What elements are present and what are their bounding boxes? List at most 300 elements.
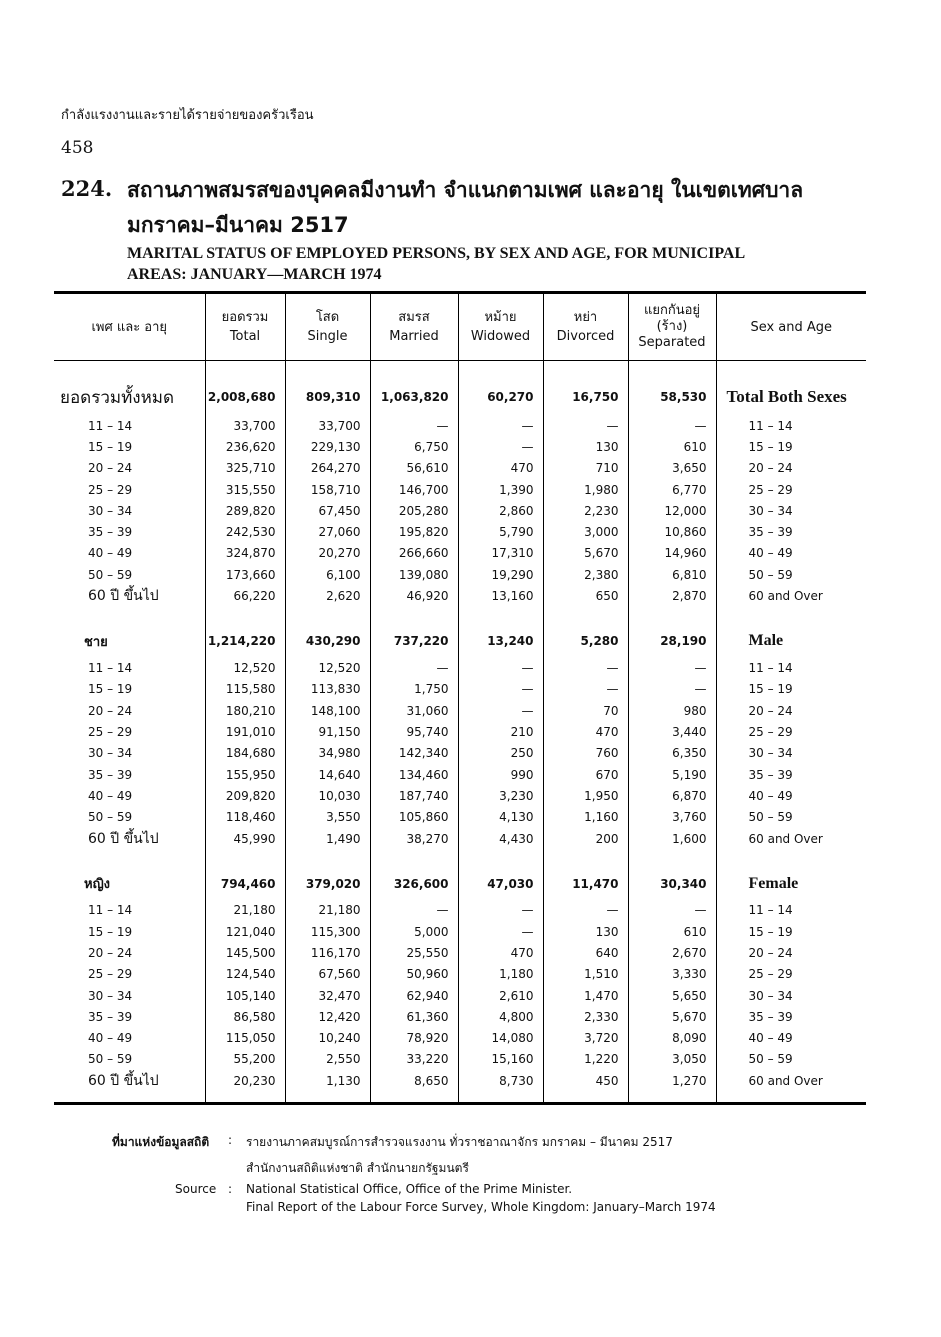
married-value: 5,000 — [370, 921, 458, 942]
married-value: 6,750 — [370, 436, 458, 457]
spacer-cell — [285, 361, 370, 380]
divorced-value: 5,670 — [543, 543, 628, 564]
separated-value: 10,860 — [628, 521, 716, 542]
divorced-value: — — [543, 900, 628, 921]
separated-value: — — [628, 415, 716, 436]
spacer-cell — [628, 850, 716, 868]
single-value: 158,710 — [285, 479, 370, 500]
single-value: 10,030 — [285, 785, 370, 806]
married-value: — — [370, 900, 458, 921]
table-row — [54, 1006, 866, 1027]
table-row — [54, 900, 866, 921]
widowed-value: 470 — [458, 458, 543, 479]
running-head: กำลังแรงงานและรายได้รายจ่ายของครัวเรือน — [61, 108, 314, 123]
section-separated-value: 58,530 — [628, 379, 716, 415]
table-row — [54, 1049, 866, 1070]
age-group-thai: 30 – 34 — [88, 503, 133, 518]
spacer-cell — [716, 1092, 866, 1104]
total-value: 315,550 — [205, 479, 285, 500]
age-group-en: 15 – 19 — [716, 921, 866, 942]
separated-value: 610 — [628, 921, 716, 942]
single-value: 21,180 — [285, 900, 370, 921]
table-row — [54, 743, 866, 764]
table-row — [54, 806, 866, 827]
age-group-en: 40 – 49 — [716, 785, 866, 806]
age-group-thai: 30 – 34 — [88, 988, 133, 1003]
divorced-value: 2,330 — [543, 1006, 628, 1027]
table-row — [54, 585, 866, 607]
divorced-value: 2,230 — [543, 500, 628, 521]
spacer-row — [54, 850, 866, 868]
table-row — [54, 985, 866, 1006]
age-group-en: 30 – 34 — [716, 743, 866, 764]
column-header-married — [370, 293, 458, 361]
age-group-en: 15 – 19 — [716, 679, 866, 700]
source-en-line1: National Statistical Office, Office of the Prime Minister. — [246, 1182, 573, 1196]
separated-value: 6,770 — [628, 479, 716, 500]
age-group-thai: 60 ปี ขึ้นไป — [88, 588, 159, 605]
header-widowed-en: Widowed — [470, 329, 531, 344]
table-row — [54, 828, 866, 850]
age-group-en: 25 – 29 — [716, 721, 866, 742]
spacer-cell — [543, 1092, 628, 1104]
age-group-en: 60 and Over — [716, 585, 866, 607]
widowed-value: 2,860 — [458, 500, 543, 521]
separated-value: 6,810 — [628, 564, 716, 585]
table-title-english-line2: AREAS: JANUARY—MARCH 1974 — [127, 266, 382, 283]
age-group-en: 11 – 14 — [716, 657, 866, 678]
divorced-value: 1,950 — [543, 785, 628, 806]
table-row — [54, 415, 866, 436]
table-title-english-line1: MARITAL STATUS OF EMPLOYED PERSONS, BY SEX AND AGE, FOR MUNICIPAL — [127, 245, 746, 262]
spacer-row — [54, 607, 866, 625]
column-header-single — [285, 293, 370, 361]
separated-value: — — [628, 657, 716, 678]
source-thai-line1: รายงานภาคสมบูรณ์การสำรวจแรงงาน ทั่วราชอาณาจักร มกราคม – มีนาคม 2517 — [246, 1135, 673, 1149]
table-row — [54, 700, 866, 721]
section-single-value: 809,310 — [285, 379, 370, 415]
age-group-thai: 20 – 24 — [88, 945, 133, 960]
separated-value: 1,600 — [628, 828, 716, 850]
single-value: 12,420 — [285, 1006, 370, 1027]
page-number: 458 — [61, 138, 94, 158]
single-value: 27,060 — [285, 521, 370, 542]
widowed-value: 13,160 — [458, 585, 543, 607]
section-label-en: Female — [716, 868, 866, 900]
source-en-line2: Final Report of the Labour Force Survey, Whole Kingdom: January–March 1974 — [246, 1200, 716, 1214]
age-group-en: 20 – 24 — [716, 942, 866, 963]
age-group-en: 50 – 59 — [716, 1049, 866, 1070]
section-separated-value: 30,340 — [628, 868, 716, 900]
separated-value: 2,870 — [628, 585, 716, 607]
section-label-thai: ยอดรวมทั้งหมด — [60, 387, 175, 408]
spacer-cell — [205, 850, 285, 868]
single-value: 116,170 — [285, 942, 370, 963]
header-single-en: Single — [307, 329, 348, 344]
header-total-thai: ยอดรวม — [221, 310, 269, 325]
single-value: 33,700 — [285, 415, 370, 436]
married-value: 61,360 — [370, 1006, 458, 1027]
total-value: 12,520 — [205, 657, 285, 678]
single-value: 1,130 — [285, 1070, 370, 1092]
widowed-value: 470 — [458, 942, 543, 963]
age-group-en: 15 – 19 — [716, 436, 866, 457]
table-title-thai-line2: มกราคม–มีนาคม 2517 — [127, 213, 349, 237]
single-value: 1,490 — [285, 828, 370, 850]
header-sex-age-thai-text: เพศ และ อายุ — [91, 319, 168, 335]
age-group-en: 35 – 39 — [716, 521, 866, 542]
header-married-en: Married — [389, 329, 439, 344]
age-group-thai: 30 – 34 — [88, 746, 133, 761]
married-value: 31,060 — [370, 700, 458, 721]
table-row — [54, 1070, 866, 1092]
separated-value: 980 — [628, 700, 716, 721]
single-value: 148,100 — [285, 700, 370, 721]
total-value: 242,530 — [205, 521, 285, 542]
divorced-value: — — [543, 415, 628, 436]
widowed-value: 990 — [458, 764, 543, 785]
spacer-cell — [54, 850, 205, 868]
section-divorced-value: 5,280 — [543, 625, 628, 657]
table-row — [54, 764, 866, 785]
spacer-cell — [370, 1092, 458, 1104]
spacer-cell — [285, 1092, 370, 1104]
age-group-en: 11 – 14 — [716, 415, 866, 436]
married-value: — — [370, 657, 458, 678]
widowed-value: — — [458, 700, 543, 721]
source-en-separator: : — [228, 1182, 233, 1196]
header-separated-thai-1: แยกกันอยู่ — [643, 303, 701, 318]
spacer-cell — [205, 1092, 285, 1104]
single-value: 229,130 — [285, 436, 370, 457]
age-group-thai: 35 – 39 — [88, 767, 133, 782]
section-label-en: Male — [716, 625, 866, 657]
table-header-row — [54, 293, 866, 361]
age-group-en: 40 – 49 — [716, 543, 866, 564]
total-value: 118,460 — [205, 806, 285, 827]
age-group-en: 40 – 49 — [716, 1028, 866, 1049]
separated-value: 6,870 — [628, 785, 716, 806]
married-value: 205,280 — [370, 500, 458, 521]
divorced-value: 3,720 — [543, 1028, 628, 1049]
widowed-value: 14,080 — [458, 1028, 543, 1049]
single-value: 113,830 — [285, 679, 370, 700]
married-value: 78,920 — [370, 1028, 458, 1049]
table-row — [54, 1028, 866, 1049]
married-value: 33,220 — [370, 1049, 458, 1070]
source-thai-separator: : — [228, 1133, 233, 1147]
table-number: 224. — [61, 176, 113, 201]
widowed-value: — — [458, 900, 543, 921]
widowed-value: 210 — [458, 721, 543, 742]
header-divorced-thai: หย่า — [573, 310, 598, 325]
spacer-cell — [54, 607, 205, 625]
section-single-value: 379,020 — [285, 868, 370, 900]
married-value: 146,700 — [370, 479, 458, 500]
total-value: 289,820 — [205, 500, 285, 521]
age-group-thai: 35 – 39 — [88, 525, 133, 540]
divorced-value: — — [543, 657, 628, 678]
table-row — [54, 721, 866, 742]
total-value: 55,200 — [205, 1049, 285, 1070]
age-group-thai: 50 – 59 — [88, 567, 133, 582]
separated-value: 610 — [628, 436, 716, 457]
spacer-cell — [543, 850, 628, 868]
widowed-value: 15,160 — [458, 1049, 543, 1070]
age-group-thai: 15 – 19 — [88, 439, 133, 454]
divorced-value: — — [543, 679, 628, 700]
header-single-thai: โสด — [315, 310, 340, 325]
section-widowed-value: 47,030 — [458, 868, 543, 900]
age-group-thai: 11 – 14 — [88, 903, 133, 918]
divorced-value: 1,510 — [543, 964, 628, 985]
separated-value: 12,000 — [628, 500, 716, 521]
age-group-en: 30 – 34 — [716, 985, 866, 1006]
single-value: 67,560 — [285, 964, 370, 985]
table-body — [54, 361, 866, 1104]
spacer-cell — [628, 361, 716, 380]
table-row — [54, 785, 866, 806]
section-divorced-value: 16,750 — [543, 379, 628, 415]
total-value: 209,820 — [205, 785, 285, 806]
age-group-en: 35 – 39 — [716, 764, 866, 785]
total-value: 155,950 — [205, 764, 285, 785]
spacer-row — [54, 1092, 866, 1104]
widowed-value: 1,390 — [458, 479, 543, 500]
married-value: 95,740 — [370, 721, 458, 742]
married-value: 8,650 — [370, 1070, 458, 1092]
age-group-en: 25 – 29 — [716, 479, 866, 500]
separated-value: — — [628, 679, 716, 700]
married-value: 46,920 — [370, 585, 458, 607]
single-value: 3,550 — [285, 806, 370, 827]
spacer-cell — [285, 850, 370, 868]
separated-value: 1,270 — [628, 1070, 716, 1092]
single-value: 34,980 — [285, 743, 370, 764]
column-header-separated — [628, 293, 716, 361]
married-value: 187,740 — [370, 785, 458, 806]
total-value: 105,140 — [205, 985, 285, 1006]
divorced-value: 650 — [543, 585, 628, 607]
total-value: 86,580 — [205, 1006, 285, 1027]
single-value: 12,520 — [285, 657, 370, 678]
age-group-en: 60 and Over — [716, 1070, 866, 1092]
widowed-value: — — [458, 415, 543, 436]
widowed-value: 4,800 — [458, 1006, 543, 1027]
age-group-thai: 25 – 29 — [88, 967, 133, 982]
divorced-value: 1,470 — [543, 985, 628, 1006]
section-married-value: 1,063,820 — [370, 379, 458, 415]
age-group-en: 11 – 14 — [716, 900, 866, 921]
section-total-row-male — [54, 625, 866, 657]
age-group-thai: 35 – 39 — [88, 1009, 133, 1024]
age-group-en: 30 – 34 — [716, 500, 866, 521]
column-header-divorced — [543, 293, 628, 361]
total-value: 324,870 — [205, 543, 285, 564]
single-value: 67,450 — [285, 500, 370, 521]
total-value: 325,710 — [205, 458, 285, 479]
age-group-thai: 40 – 49 — [88, 1031, 133, 1046]
spacer-cell — [458, 850, 543, 868]
spacer-cell — [370, 361, 458, 380]
table-row — [54, 436, 866, 457]
separated-value: 8,090 — [628, 1028, 716, 1049]
spacer-cell — [628, 607, 716, 625]
separated-value: 6,350 — [628, 743, 716, 764]
divorced-value: 2,380 — [543, 564, 628, 585]
separated-value: 2,670 — [628, 942, 716, 963]
section-separated-value: 28,190 — [628, 625, 716, 657]
total-value: 33,700 — [205, 415, 285, 436]
total-value: 20,230 — [205, 1070, 285, 1092]
married-value: 62,940 — [370, 985, 458, 1006]
table-row — [54, 521, 866, 542]
widowed-value: 4,130 — [458, 806, 543, 827]
single-value: 2,550 — [285, 1049, 370, 1070]
section-total-row-total — [54, 379, 866, 415]
married-value: 105,860 — [370, 806, 458, 827]
total-value: 45,990 — [205, 828, 285, 850]
age-group-en: 50 – 59 — [716, 564, 866, 585]
table-title-thai-line1: สถานภาพสมรสของบุคคลมีงานทำ จำแนกตามเพศ และอายุ ในเขตเทศบาล — [127, 178, 804, 202]
total-value: 66,220 — [205, 585, 285, 607]
spacer-cell — [370, 850, 458, 868]
marital-status-table — [54, 291, 866, 1105]
age-group-thai: 20 – 24 — [88, 703, 133, 718]
single-value: 6,100 — [285, 564, 370, 585]
age-group-thai: 15 – 19 — [88, 924, 133, 939]
age-group-thai: 25 – 29 — [88, 724, 133, 739]
column-header-total — [205, 293, 285, 361]
spacer-cell — [458, 1092, 543, 1104]
header-widowed-thai: หม้าย — [484, 310, 517, 325]
single-value: 20,270 — [285, 543, 370, 564]
spacer-cell — [54, 1092, 205, 1104]
age-group-en: 35 – 39 — [716, 1006, 866, 1027]
spacer-cell — [458, 361, 543, 380]
married-value: 56,610 — [370, 458, 458, 479]
section-total-value: 794,460 — [205, 868, 285, 900]
age-group-thai: 20 – 24 — [88, 461, 133, 476]
separated-value: 3,050 — [628, 1049, 716, 1070]
widowed-value: — — [458, 436, 543, 457]
spacer-cell — [205, 607, 285, 625]
column-header-sex-age-thai — [54, 293, 205, 361]
single-value: 2,620 — [285, 585, 370, 607]
divorced-value: 1,160 — [543, 806, 628, 827]
divorced-value: 470 — [543, 721, 628, 742]
spacer-cell — [370, 607, 458, 625]
source-thai-label: ที่มาแห่งข้อมูลสถิติ — [112, 1135, 210, 1149]
age-group-thai: 50 – 59 — [88, 1052, 133, 1067]
divorced-value: 130 — [543, 436, 628, 457]
married-value: 50,960 — [370, 964, 458, 985]
table-row — [54, 500, 866, 521]
header-married-thai: สมรส — [398, 310, 430, 325]
section-label-thai: หญิง — [84, 877, 110, 893]
single-value: 91,150 — [285, 721, 370, 742]
widowed-value: — — [458, 679, 543, 700]
total-value: 115,050 — [205, 1028, 285, 1049]
total-value: 180,210 — [205, 700, 285, 721]
spacer-cell — [205, 361, 285, 380]
widowed-value: 4,430 — [458, 828, 543, 850]
section-total-value: 1,214,220 — [205, 625, 285, 657]
single-value: 264,270 — [285, 458, 370, 479]
single-value: 32,470 — [285, 985, 370, 1006]
spacer-cell — [543, 361, 628, 380]
header-divorced-en: Divorced — [556, 329, 615, 344]
total-value: 236,620 — [205, 436, 285, 457]
separated-value: 3,440 — [628, 721, 716, 742]
single-value: 14,640 — [285, 764, 370, 785]
total-value: 173,660 — [205, 564, 285, 585]
table-row — [54, 543, 866, 564]
widowed-value: 19,290 — [458, 564, 543, 585]
separated-value: 5,670 — [628, 1006, 716, 1027]
age-group-thai: 60 ปี ขึ้นไป — [88, 1073, 159, 1090]
married-value: — — [370, 415, 458, 436]
header-separated-en: Separated — [638, 335, 706, 350]
section-total-value: 2,008,680 — [205, 379, 285, 415]
spacer-cell — [628, 1092, 716, 1104]
total-value: 145,500 — [205, 942, 285, 963]
married-value: 266,660 — [370, 543, 458, 564]
spacer-cell — [458, 607, 543, 625]
age-group-thai: 40 – 49 — [88, 546, 133, 561]
divorced-value: 1,980 — [543, 479, 628, 500]
source-thai-line2: สำนักงานสถิติแห่งชาติ สำนักนายกรัฐมนตรี — [246, 1161, 469, 1175]
age-group-en: 20 – 24 — [716, 700, 866, 721]
spacer-cell — [54, 361, 205, 380]
spacer-cell — [716, 607, 866, 625]
divorced-value: 760 — [543, 743, 628, 764]
total-value: 115,580 — [205, 679, 285, 700]
spacer-cell — [285, 607, 370, 625]
total-value: 121,040 — [205, 921, 285, 942]
table-row — [54, 458, 866, 479]
spacer-cell — [716, 361, 866, 380]
widowed-value: 3,230 — [458, 785, 543, 806]
separated-value: 3,760 — [628, 806, 716, 827]
column-header-sex-age-en — [716, 293, 866, 361]
divorced-value: 70 — [543, 700, 628, 721]
age-group-thai: 11 – 14 — [88, 418, 133, 433]
table-row — [54, 964, 866, 985]
separated-value: 3,650 — [628, 458, 716, 479]
divorced-value: 200 — [543, 828, 628, 850]
separated-value: 14,960 — [628, 543, 716, 564]
married-value: 142,340 — [370, 743, 458, 764]
section-married-value: 737,220 — [370, 625, 458, 657]
age-group-en: 60 and Over — [716, 828, 866, 850]
spacer-cell — [716, 850, 866, 868]
total-value: 184,680 — [205, 743, 285, 764]
divorced-value: 450 — [543, 1070, 628, 1092]
table-row — [54, 564, 866, 585]
widowed-value: — — [458, 921, 543, 942]
single-value: 10,240 — [285, 1028, 370, 1049]
spacer-row — [54, 361, 866, 380]
divorced-value: 130 — [543, 921, 628, 942]
married-value: 1,750 — [370, 679, 458, 700]
married-value: 134,460 — [370, 764, 458, 785]
section-label-en: Total Both Sexes — [716, 379, 866, 415]
section-divorced-value: 11,470 — [543, 868, 628, 900]
separated-value: 5,190 — [628, 764, 716, 785]
header-sex-age-en-text: Sex and Age — [750, 319, 833, 335]
widowed-value: 2,610 — [458, 985, 543, 1006]
